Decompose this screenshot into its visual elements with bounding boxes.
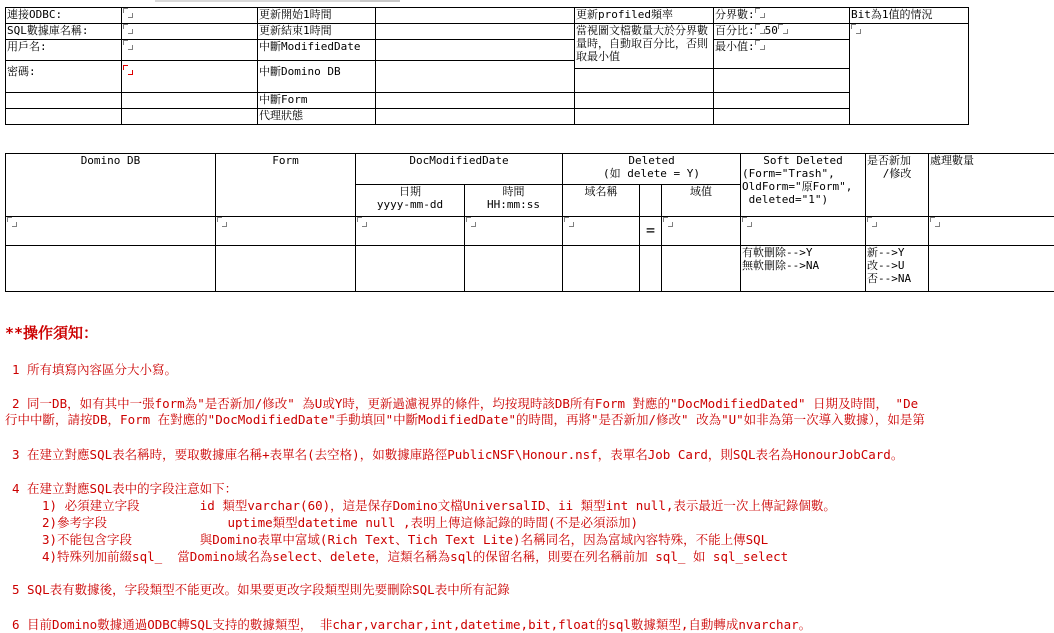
field-marker-icon	[123, 40, 133, 50]
field-marker-icon	[217, 217, 227, 227]
col-soft-deleted-2: (Form="Trash",	[742, 167, 835, 180]
settings-table	[5, 7, 969, 125]
password-label: 密碼:	[6, 61, 122, 93]
password-field[interactable]	[122, 61, 258, 93]
interrupt-db-field[interactable]	[376, 61, 575, 93]
field-marker-icon	[755, 24, 765, 34]
col-time-format: HH:mm:ss	[487, 198, 540, 211]
col-date-format: yyyy-mm-dd	[376, 198, 444, 211]
grid-empty-cell	[563, 246, 640, 292]
col-deleted-sub: (如 delete = Y)	[602, 167, 701, 180]
boundary-label: 分界數:	[715, 8, 755, 21]
settings-empty-cell	[714, 109, 850, 125]
field-marker-icon	[663, 217, 673, 227]
profiled-freq-label: 更新profiled頻率	[575, 8, 714, 24]
profiled-description: 當視圖文檔數量大於分界數量時，自動取百分比，否則取最小值	[575, 24, 714, 69]
col-soft-deleted-4: deleted="1")	[742, 193, 829, 206]
mapping-grid	[5, 153, 1054, 292]
bit-field[interactable]	[850, 24, 969, 125]
settings-empty-cell	[122, 93, 258, 109]
user-name-label: 用戶名:	[6, 40, 122, 61]
conn-odbc-label: 連接ODBC:	[6, 8, 122, 24]
field-value-input[interactable]	[662, 217, 741, 246]
interrupt-modified-label: 中斷ModifiedDate	[258, 40, 376, 61]
note-4: 4 在建立對應SQL表中的字段注意如下：	[12, 481, 238, 496]
soft-deleted-input[interactable]	[741, 217, 866, 246]
col-time-label: 時間	[502, 185, 525, 198]
col-docmodified: DocModifiedDate	[356, 154, 563, 185]
note-2-line-1: 2 同一DB，如有其中一張form為"是否新加/修改" 為U或Y時，更新過濾視界的條件，均按現時該DB所有Form 對應的"DocModifiedDated" 日期及時間， "De	[12, 396, 919, 411]
time-input[interactable]	[465, 217, 563, 246]
field-name-input[interactable]	[563, 217, 640, 246]
field-marker-icon	[357, 217, 367, 227]
new-u-text: 改-->U	[867, 259, 905, 272]
process-count-input[interactable]	[929, 217, 1054, 246]
col-date	[356, 185, 465, 217]
field-marker-icon	[867, 217, 877, 227]
is-new-legend	[866, 246, 929, 292]
col-equals-header	[640, 185, 662, 217]
grid-empty-cell	[465, 246, 563, 292]
update-start-label: 更新開始1時間	[258, 8, 376, 24]
domino-db-input[interactable]	[6, 217, 216, 246]
sql-db-name-label: SQL數據庫名稱:	[6, 24, 122, 40]
update-start-field[interactable]	[376, 8, 575, 24]
form-input[interactable]	[216, 217, 356, 246]
grid-empty-cell	[6, 246, 216, 292]
update-end-label: 更新結束1時間	[258, 24, 376, 40]
field-marker-icon	[123, 8, 133, 18]
col-domino-db: Domino DB	[6, 154, 216, 217]
settings-empty-cell	[6, 109, 122, 125]
settings-empty-cell	[575, 109, 714, 125]
col-is-new-1: 是否新加	[867, 154, 912, 167]
col-time	[465, 185, 563, 217]
col-soft-deleted-1: Soft Deleted	[763, 154, 843, 167]
equals-sign: =	[640, 217, 662, 246]
field-marker-icon	[564, 217, 574, 227]
field-marker-icon	[742, 217, 752, 227]
col-date-label: 日期	[399, 185, 421, 198]
notes-title: **操作須知：	[5, 324, 99, 342]
col-soft-deleted-3: OldForm="原Form",	[742, 180, 853, 193]
is-new-input[interactable]	[866, 217, 929, 246]
boundary-cell[interactable]	[714, 8, 850, 24]
settings-empty-cell	[575, 93, 714, 109]
field-marker-icon	[755, 40, 765, 50]
new-y-text: 新-->Y	[867, 246, 905, 259]
col-soft-deleted	[741, 154, 866, 217]
col-field-value: 域值	[662, 185, 741, 217]
grid-empty-cell	[356, 246, 465, 292]
grid-empty-cell	[929, 246, 1054, 292]
field-marker-icon	[755, 8, 765, 18]
percent-value: 50	[764, 24, 778, 37]
settings-empty-cell	[6, 93, 122, 109]
settings-empty-cell	[122, 109, 258, 125]
field-marker-icon	[7, 217, 17, 227]
bit-label: Bit為1值的情況	[850, 8, 969, 24]
col-process-count: 處理數量	[929, 154, 1054, 217]
percent-label: 百分比:	[715, 24, 755, 37]
settings-empty-cell	[714, 93, 850, 109]
agent-status-label: 代理狀態	[258, 109, 376, 125]
date-input[interactable]	[356, 217, 465, 246]
soft-no-text: 無軟刪除-->NA	[742, 259, 820, 272]
new-na-text: 否-->NA	[867, 272, 912, 285]
grid-empty-cell	[216, 246, 356, 292]
col-form: Form	[216, 154, 356, 217]
min-value-cell[interactable]	[714, 40, 850, 69]
note-1: 1 所有填寫內容區分大小寫。	[12, 362, 178, 377]
user-name-field[interactable]	[122, 40, 258, 61]
password-marker-icon	[123, 65, 133, 75]
col-field-name: 域名稱	[563, 185, 640, 217]
note-4-item-1: 1) 必須建立字段 id 類型varchar(60)，這是保存Domino文檔UniversalID、ii 類型int null,表示最近一次上傳記錄個數。	[42, 498, 836, 513]
note-4-item-2: 2)參考字段 uptime類型datetime null ,表明上傳這條記錄的時間(不是必須添加)	[42, 515, 639, 530]
interrupt-form-field[interactable]	[376, 93, 575, 109]
interrupt-modified-field[interactable]	[376, 40, 575, 61]
col-deleted	[563, 154, 741, 185]
sql-db-name-field[interactable]	[122, 24, 258, 40]
interrupt-form-label: 中斷Form	[258, 93, 376, 109]
interrupt-db-label: 中斷Domino DB	[258, 61, 376, 93]
note-4-item-3: 3)不能包含字段 與Domino表單中富域(Rich Text、Tich Text Lite)名稱同名，因為富域內容特殊，不能上傳SQL	[42, 532, 769, 547]
scroll-remnant-2	[360, 0, 400, 2]
col-is-new-2: /修改	[882, 167, 912, 180]
field-marker-icon	[930, 217, 940, 227]
col-deleted-title: Deleted	[628, 154, 675, 167]
settings-empty-cell	[714, 69, 850, 93]
settings-empty-cell	[575, 69, 714, 93]
note-2-line-2: 行中中斷，請按DB，Form 在對應的"DocModifiedDate"手動填回"中斷ModifiedDate"的時間，再將"是否新加/修改" 改為"U"如非為第一次導入數據），如是第	[5, 412, 925, 427]
grid-empty-cell	[662, 246, 741, 292]
note-5: 5 SQL表有數據後，字段類型不能更改。如果要更改字段類型則先要刪除SQL表中所有記錄	[12, 582, 510, 597]
conn-odbc-field[interactable]	[122, 8, 258, 24]
percent-cell[interactable]	[714, 24, 850, 40]
note-4-item-4: 4)特殊列加前綴sql_ 當Domino域名為select、delete，這類名稱為sql的保留名稱，則要在列名稱前加 sql_ 如 sql_select	[42, 549, 789, 564]
col-is-new	[866, 154, 929, 217]
field-marker-icon	[778, 24, 788, 34]
field-marker-icon	[851, 24, 861, 34]
note-6: 6 目前Domino數據通過ODBC轉SQL支持的數據類型， 非char,varchar,int,datetime,bit,float的sql數據類型,自動轉成nvarchar。	[12, 617, 812, 632]
soft-yes-text: 有軟刪除-->Y	[742, 246, 813, 259]
field-marker-icon	[123, 24, 133, 34]
soft-deleted-legend	[741, 246, 866, 292]
min-value-label: 最小值:	[715, 40, 755, 53]
note-3: 3 在建立對應SQL表名稱時，要取數據庫名稱+表單名(去空格)，如數據庫路徑PublicNSF\Honour.nsf，表單名Job Card，則SQL表名為HonourJobCard。	[12, 447, 904, 462]
agent-status-field[interactable]	[376, 109, 575, 125]
field-marker-icon	[466, 217, 476, 227]
grid-empty-cell	[640, 246, 662, 292]
update-end-field[interactable]	[376, 24, 575, 40]
